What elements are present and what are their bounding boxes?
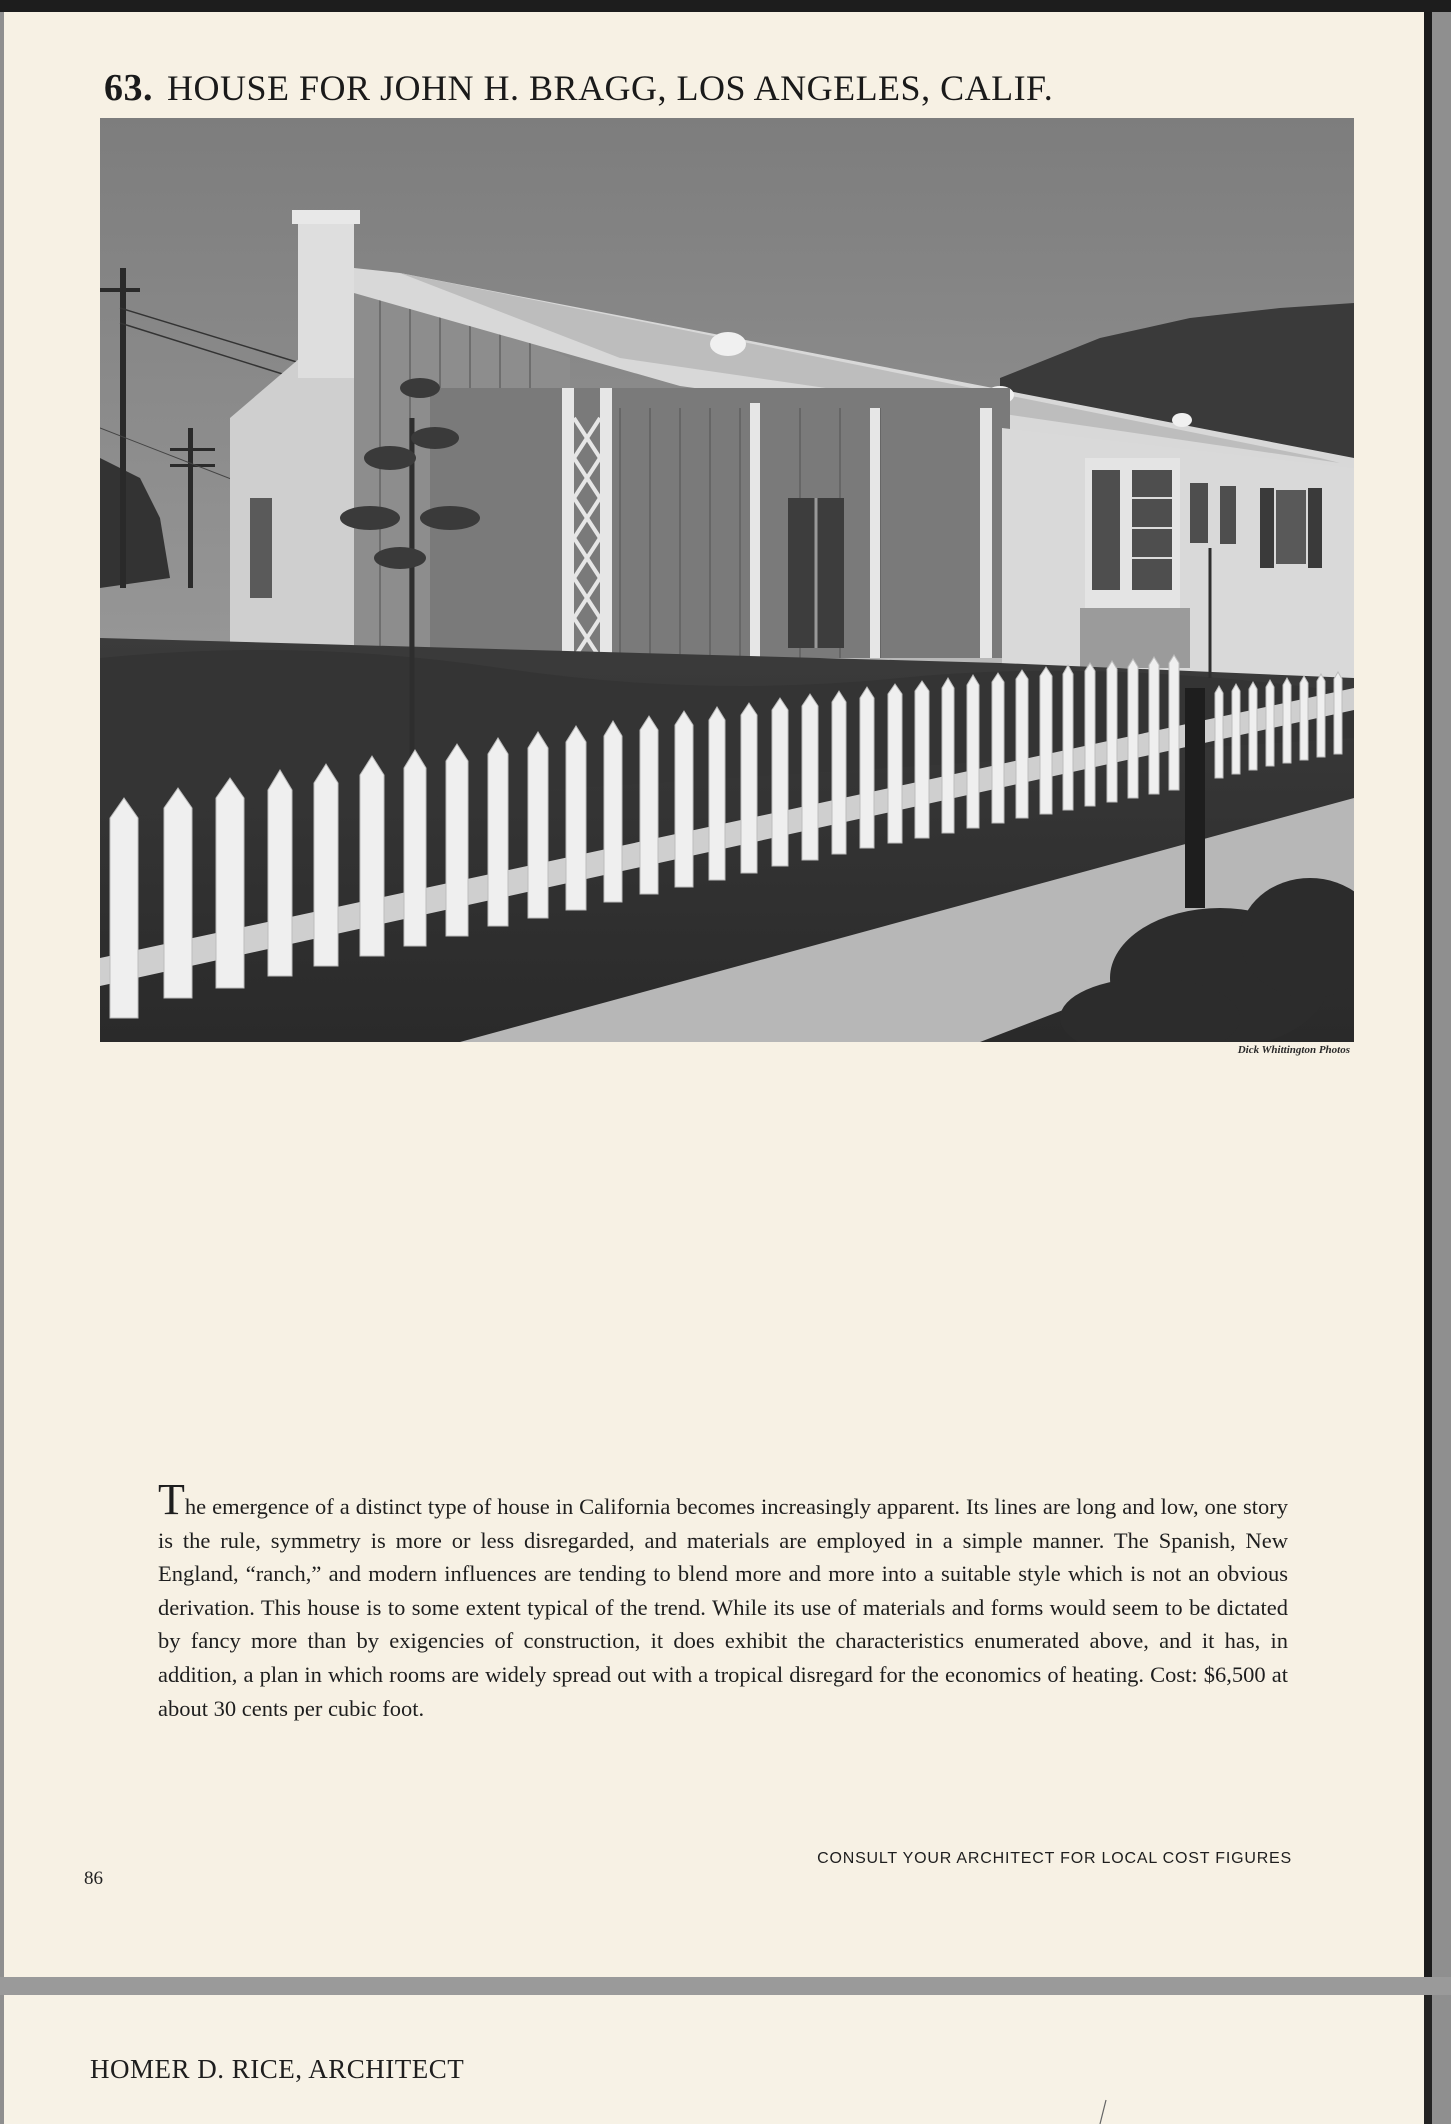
next-page-edge — [1424, 1995, 1432, 2124]
page-gap — [0, 1977, 1451, 1995]
title-number: 63. — [104, 67, 153, 109]
body-paragraph — [158, 1475, 1288, 1725]
footer-note: CONSULT YOUR ARCHITECT FOR LOCAL COST FIGURES — [817, 1850, 1292, 1867]
photo-credit: Dick Whittington Photos — [1237, 1044, 1350, 1056]
house-photo-illustration — [100, 118, 1354, 1042]
body-text: he emergence of a distinct type of house in California becomes increasingly apparent. Its lines are long and low, one story is the rule, symmetry is more or less disregarded, and materials are employed in a simple manner. The Spanish, New England, “ranch,” and modern influences are tending to blend more and more into a suitable style which is not an obvious derivation. This house is to some extent typical of the trend. While its use of materials and forms would seem to be dictated by fancy more than by exigencies of construction, it does exhibit the characteristics enumerated above, and it has, in addition, a plan in which rooms are widely spread out with a tropical disregard for the economics of heating. Cost: $6,500 at about 30 cents per cubic foot. — [158, 1494, 1288, 1721]
page-title — [104, 66, 1364, 110]
house-photo — [100, 118, 1354, 1042]
next-page-architect: HOMER D. RICE, ARCHITECT — [90, 2054, 465, 2084]
book-top-edge — [0, 0, 1451, 12]
title-text: HOUSE FOR JOHN H. BRAGG, LOS ANGELES, CALIF. — [167, 68, 1054, 108]
page-number: 86 — [84, 1868, 103, 1889]
page-edge — [1424, 12, 1432, 1977]
sketch-fragment-icon — [1080, 2080, 1140, 2124]
drop-cap: T — [158, 1475, 185, 1524]
